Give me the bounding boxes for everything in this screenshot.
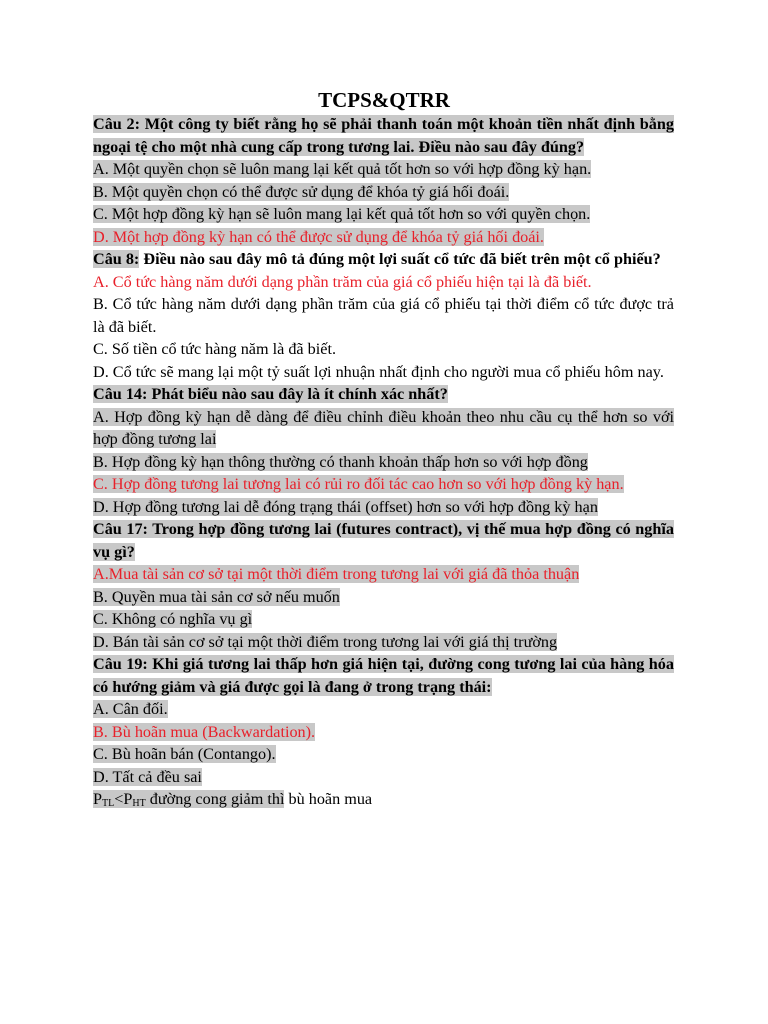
- question-19-text: Khi giá tương lai thấp hơn giá hiện tại, đường cong tương lai của hàng hóa có hướng giảm và giá được gọi là đang ở trong trạng thái:: [93, 655, 674, 696]
- question-2-label: Câu 2:: [93, 115, 140, 133]
- question-17: [93, 518, 674, 563]
- question-14: [93, 383, 674, 406]
- question-8-option-c: C. Số tiền cổ tức hàng năm là đã biết.: [93, 340, 336, 358]
- question-14-option-b: B. Hợp đồng kỳ hạn thông thường có thanh khoản thấp hơn so với hợp đồng: [93, 452, 588, 471]
- question-14-label: Câu 14:: [93, 385, 148, 403]
- question-2-option-b: B. Một quyền chọn có thể được sử dụng để khóa tỷ giá hối đoái.: [93, 182, 510, 201]
- question-8-option-b: B. Cổ tức hàng năm dưới dạng phần trăm của giá cổ phiếu tại thời điểm cổ tức được trả là đã biết.: [93, 295, 674, 336]
- question-8-option-a-answer: A. Cổ tức hàng năm dưới dạng phần trăm của giá cổ phiếu hiện tại là đã biết.: [93, 272, 592, 291]
- question-19-option-c: C. Bù hoãn bán (Contango).: [93, 745, 276, 763]
- question-19: [93, 653, 674, 698]
- question-14-option-c-answer: C. Hợp đồng tương lai tương lai có rủi ro đối tác cao hơn so với hợp đồng kỳ hạn.: [93, 475, 624, 493]
- explanation-note: $P_{TL}<P_{HT}$ đường cong giảm thì bù hoãn mua: [93, 790, 373, 809]
- question-2-option-c: C. Một hợp đồng kỳ hạn sẽ luôn mang lại kết quả tốt hơn so với quyền chọn.: [93, 205, 591, 223]
- question-17-option-a-answer: A.Mua tài sản cơ sở tại một thời điểm trong tương lai với giá đã thỏa thuận: [93, 565, 580, 583]
- question-14-option-d: D. Hợp đồng tương lai dễ đóng trạng thái (offset) hơn so với hợp đồng kỳ hạn: [93, 497, 598, 516]
- question-19-label: Câu 19:: [93, 655, 148, 673]
- question-2-option-d-answer: D. Một hợp đồng kỳ hạn có thể được sử dụng để khóa tỷ giá hối đoái.: [93, 227, 544, 246]
- question-2-option-a: A. Một quyền chọn sẽ luôn mang lại kết quả tốt hơn so với hợp đồng kỳ hạn.: [93, 160, 592, 178]
- question-14-text: Phát biểu nào sau đây là ít chính xác nhất?: [147, 385, 448, 403]
- question-17-option-c: C. Không có nghĩa vụ gì: [93, 610, 253, 628]
- question-17-text: Trong hợp đồng tương lai (futures contract), vị thế mua hợp đồng có nghĩa vụ gì?: [93, 520, 674, 561]
- question-19-option-b-answer: B. Bù hoãn mua (Backwardation).: [93, 722, 316, 741]
- question-17-option-b: B. Quyền mua tài sản cơ sở nếu muốn: [93, 587, 340, 606]
- document-title: TCPS&QTRR: [318, 88, 450, 112]
- question-8-text: Điều nào sau đây mô tả đúng một lợi suất cổ tức đã biết trên một cổ phiếu?: [139, 250, 661, 268]
- question-8: [93, 248, 674, 271]
- question-2-text: Một công ty biết rằng họ sẽ phải thanh toán một khoản tiền nhất định bằng ngoại tệ cho một nhà cung cấp trong tương lai. Điều nào sau đây đúng?: [93, 115, 674, 156]
- question-2: [93, 113, 674, 158]
- question-8-option-d: D. Cổ tức sẽ mang lại một tỷ suất lợi nhuận nhất định cho người mua cổ phiếu hôm nay.: [93, 362, 664, 381]
- question-19-option-d: D. Tất cả đều sai: [93, 767, 202, 786]
- question-19-option-a: A. Cân đối.: [93, 700, 168, 718]
- question-14-option-a: A. Hợp đồng kỳ hạn dễ dàng để điều chỉnh điều khoản theo nhu cầu cụ thể hơn so với hợp đồng tương lai: [93, 407, 674, 448]
- question-17-label: Câu 17:: [93, 520, 148, 538]
- question-8-label: Câu 8:: [93, 250, 140, 268]
- document-body: [93, 113, 674, 816]
- question-17-option-d: D. Bán tài sản cơ sở tại một thời điểm trong tương lai với giá thị trường: [93, 632, 558, 651]
